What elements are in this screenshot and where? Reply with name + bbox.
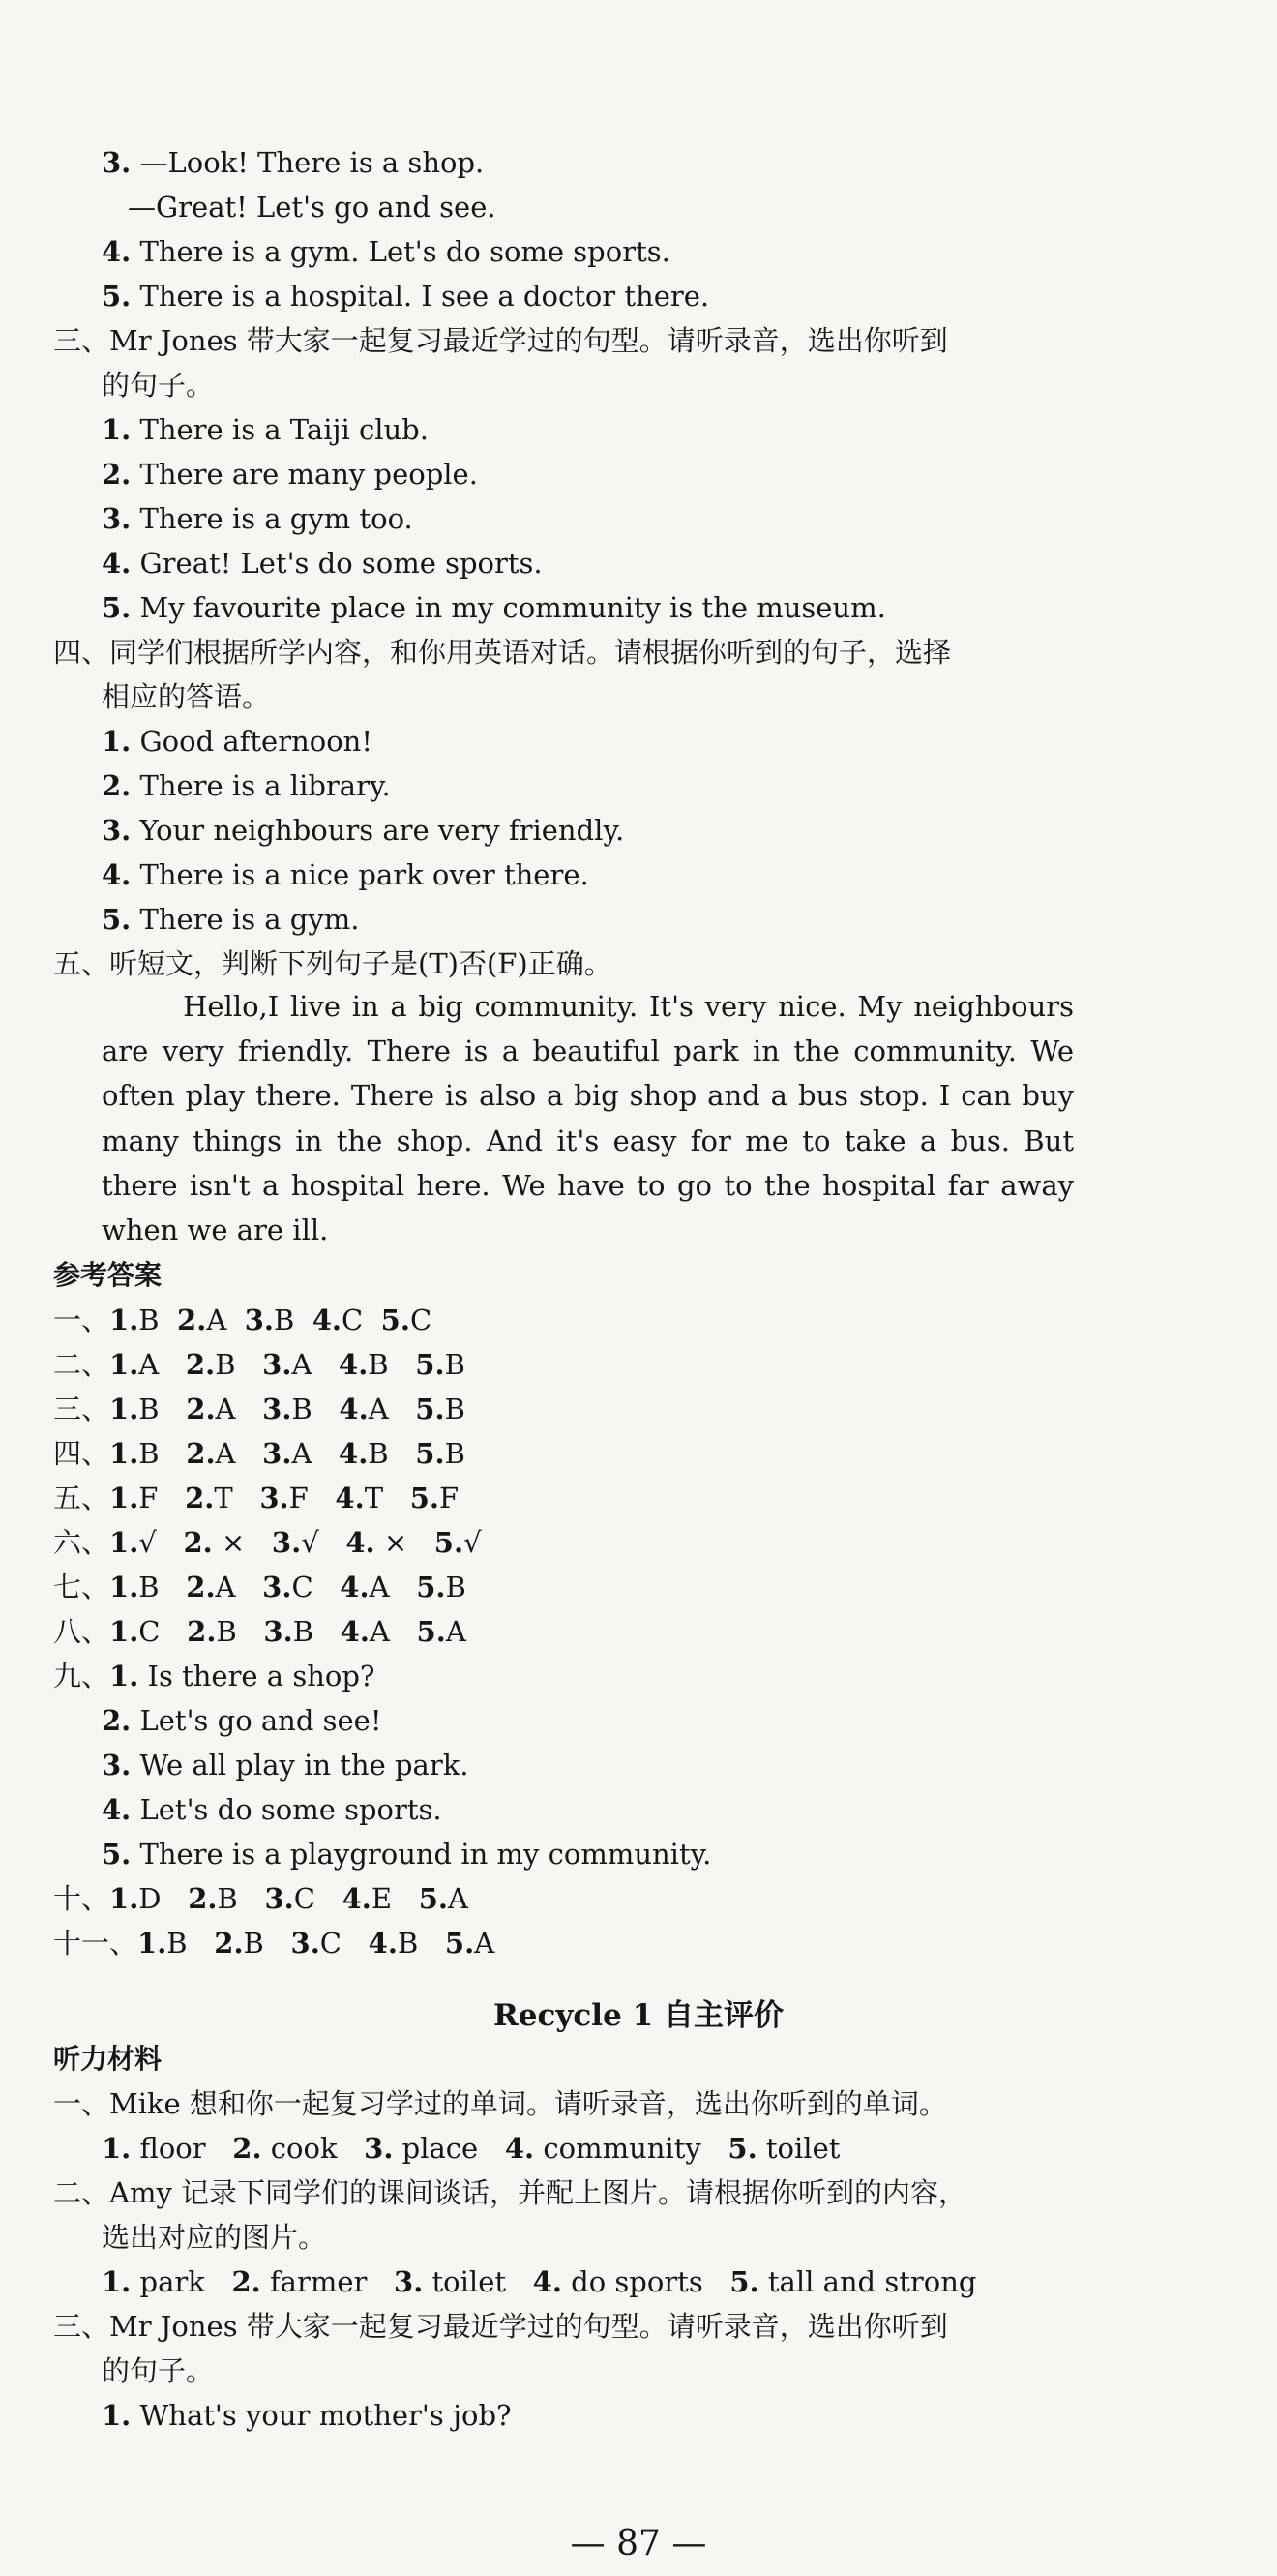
answer-row-9: 九、1. Is there a shop?	[53, 1660, 375, 1692]
answer-row: 二、1.A 2.B 3.A 4.B 5.B	[53, 1348, 465, 1381]
section-3-item: 5. My favourite place in my community is the museum.	[102, 591, 886, 624]
section-4-item: 2. There is a library.	[102, 769, 391, 802]
section-5-heading: 五、听短文，判断下列句子是(T)否(F)正确。	[53, 947, 612, 980]
section-3-item: 1. There is a Taiji club.	[102, 413, 429, 446]
recycle-section-3-item: 1. What's your mother's job?	[102, 2399, 512, 2432]
section-4-item: 1. Good afternoon!	[102, 725, 372, 758]
section-4-heading: 四、同学们根据所学内容，和你用英语对话。请根据你听到的句子，选择	[53, 636, 952, 669]
section-3-item: 4. Great! Let's do some sports.	[102, 547, 543, 580]
answer-row-11: 十一、1.B 2.B 3.C 4.B 5.A	[53, 1927, 495, 1960]
section-4-item: 3. Your neighbours are very friendly.	[102, 814, 625, 847]
answer-row-10: 十、1.D 2.B 3.C 4.E 5.A	[53, 1882, 468, 1915]
recycle-section-1-items: 1. floor 2. cook 3. place 4. community 5. toilet	[102, 2132, 841, 2165]
answer-row: 六、1.√ 2. × 3.√ 4. × 5.√	[53, 1526, 482, 1559]
answer-row: 四、1.B 2.A 3.A 4.B 5.B	[53, 1437, 465, 1470]
listen-item-3-line-2: —Great! Let's go and see.	[128, 191, 496, 224]
answer-row: 五、1.F 2.T 3.F 4.T 5.F	[53, 1482, 460, 1514]
section-title: Recycle 1 自主评价	[493, 1998, 784, 2033]
answer-row: 七、1.B 2.A 3.C 4.A 5.B	[53, 1571, 466, 1603]
section-5-passage: Hello,I live in a big community. It's very nice. My neighbours are very friendly. There is a beautiful park in the community. We often play there. There is also a big shop and a bus stop. I can buy many things in the shop. And it's easy for me to take a bus. But there isn't a hospital here. We have to go to the hospital far away when we are ill.	[102, 990, 1074, 1247]
section-4-heading-cont: 相应的答语。	[102, 680, 271, 713]
section-3-item: 2. There are many people.	[102, 458, 478, 491]
answer-row-9-item: 4. Let's do some sports.	[102, 1793, 442, 1826]
answer-row-9-item: 5. There is a playground in my community.	[102, 1838, 712, 1871]
answer-row: 八、1.C 2.B 3.B 4.A 5.A	[53, 1615, 466, 1648]
listen-item-4: 4. There is a gym. Let's do some sports.	[102, 235, 670, 268]
listen-item-3-line-1: 3. —Look! There is a shop.	[102, 146, 485, 179]
listen-item-5: 5. There is a hospital. I see a doctor there.	[102, 280, 710, 313]
recycle-section-3-heading-cont: 的句子。	[102, 2354, 215, 2387]
recycle-section-3-heading: 三、Mr Jones 带大家一起复习最近学过的句型。请听录音，选出你听到	[53, 2310, 948, 2343]
section-4-item: 4. There is a nice park over there.	[102, 858, 589, 891]
recycle-section-2-heading: 二、Amy 记录下同学们的课间谈话，并配上图片。请根据你听到的内容，	[53, 2176, 967, 2209]
section-3-heading-cont: 的句子。	[102, 369, 215, 402]
listening-material-heading: 听力材料	[53, 2043, 163, 2075]
answer-row-9-item: 3. We all play in the park.	[102, 1749, 469, 1782]
section-4-item: 5. There is a gym.	[102, 903, 360, 936]
answer-row: 一、1.B 2.A 3.B 4.C 5.C	[53, 1303, 432, 1336]
page-number: — 87 —	[570, 2524, 707, 2563]
recycle-section-1-heading: 一、Mike 想和你一起复习学过的单词。请听录音，选出你听到的单词。	[53, 2087, 947, 2120]
section-3-item: 3. There is a gym too.	[102, 502, 413, 535]
answer-row: 三、1.B 2.A 3.B 4.A 5.B	[53, 1393, 465, 1425]
answers-heading: 参考答案	[53, 1259, 163, 1291]
recycle-section-2-heading-cont: 选出对应的图片。	[102, 2221, 327, 2254]
section-3-heading: 三、Mr Jones 带大家一起复习最近学过的句型。请听录音，选出你听到	[53, 324, 948, 357]
recycle-section-2-items: 1. park 2. farmer 3. toilet 4. do sports 5. tall and strong	[102, 2265, 977, 2298]
answer-row-9-item: 2. Let's go and see!	[102, 1704, 382, 1737]
